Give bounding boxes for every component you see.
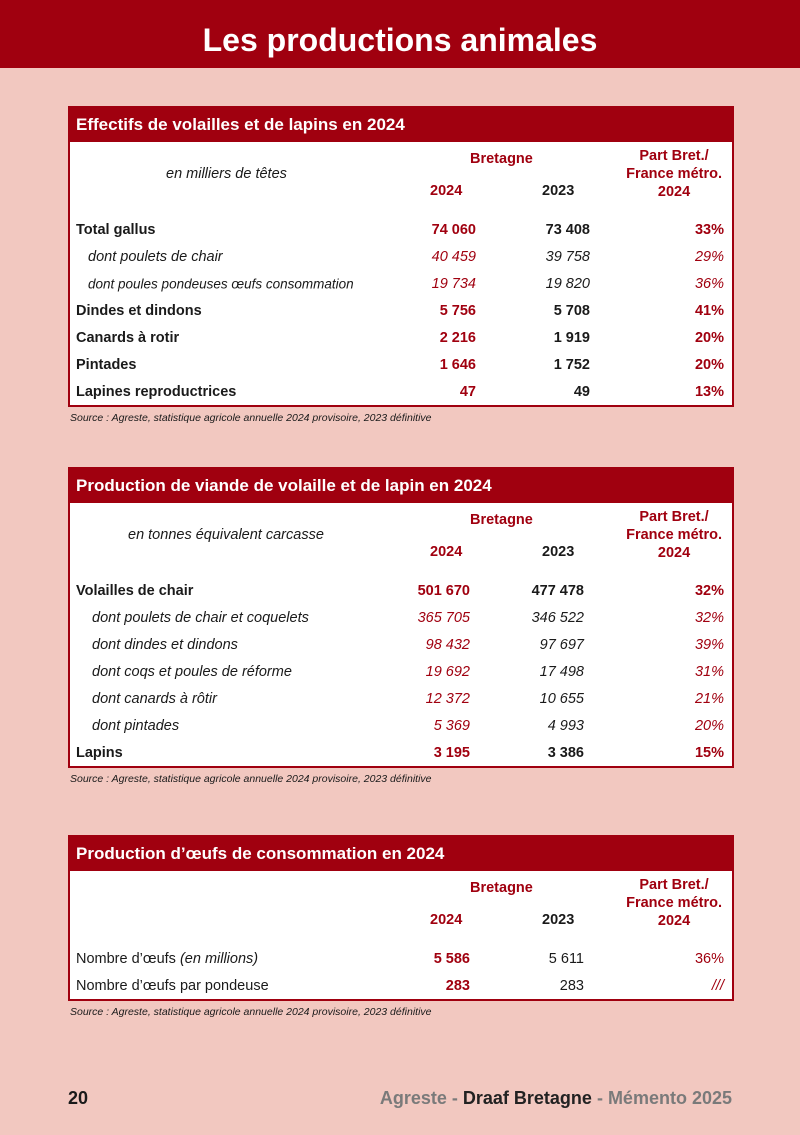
- share-header: [626, 508, 722, 562]
- value-2023: 3 386: [547, 744, 584, 761]
- share-header-line: France métro.: [626, 895, 722, 911]
- table-meat-production: [68, 467, 734, 785]
- share-value: 31%: [694, 663, 724, 680]
- share-value: 36%: [694, 275, 724, 292]
- table-title: Effectifs de volailles et de lapins en 2024: [70, 108, 732, 142]
- value-2023: 1 752: [553, 356, 590, 373]
- footer-memento: Mémento 2025: [607, 1088, 732, 1108]
- row-label: Nombre d’œufs par pondeuse: [76, 977, 269, 994]
- row-label: dont dindes et dindons: [92, 636, 238, 653]
- value-2024: 98 432: [425, 636, 470, 653]
- table-header: [70, 142, 732, 216]
- share-value: 21%: [694, 690, 724, 707]
- value-2024: 3 195: [433, 744, 470, 761]
- share-value: 41%: [694, 302, 724, 319]
- value-2023: 17 498: [539, 663, 584, 680]
- row-label: dont poulets de chair: [88, 248, 223, 265]
- share-header: [626, 876, 722, 930]
- row-label: dont canards à rôtir: [92, 690, 217, 707]
- value-2024: 501 670: [417, 582, 470, 599]
- year-2024-header: 2024: [430, 544, 463, 560]
- table-row: [70, 631, 732, 658]
- value-2024: 74 060: [431, 221, 476, 238]
- share-value: 36%: [694, 950, 724, 967]
- source-note: Source : Agreste, statistique agricole annuelle 2024 provisoire, 2023 définitive: [70, 412, 432, 424]
- value-2023: 39 758: [545, 248, 590, 265]
- footer-publication: [380, 1088, 732, 1109]
- share-value: 32%: [694, 582, 724, 599]
- share-value: 13%: [694, 383, 724, 400]
- value-2024: 2 216: [439, 329, 476, 346]
- value-2023: 4 993: [547, 717, 584, 734]
- share-value: 39%: [694, 636, 724, 653]
- share-value: 20%: [694, 717, 724, 734]
- value-2024: 19 692: [425, 663, 470, 680]
- row-label: Pintades: [76, 356, 137, 373]
- year-2023-header: 2023: [542, 183, 575, 199]
- value-2023: 5 611: [548, 950, 584, 967]
- share-value: 20%: [694, 329, 724, 346]
- share-header-line: 2024: [657, 913, 691, 929]
- row-label: dont poulets de chair et coquelets: [92, 609, 309, 626]
- row-label: Lapins: [76, 744, 123, 761]
- footer-separator: -: [446, 1088, 463, 1108]
- year-2024-header: 2024: [430, 912, 463, 928]
- row-label: Lapines reproductrices: [76, 383, 237, 400]
- table-row: [70, 972, 732, 999]
- table-header: [70, 871, 732, 945]
- share-value: 29%: [694, 248, 724, 265]
- table-row: [70, 270, 732, 297]
- share-header-line: Part Bret./: [639, 509, 709, 525]
- value-2024: 47: [459, 383, 476, 400]
- share-header-line: France métro.: [626, 527, 722, 543]
- row-label: Dindes et dindons: [76, 302, 202, 319]
- table-row: [70, 216, 732, 243]
- source-note: Source : Agreste, statistique agricole annuelle 2024 provisoire, 2023 définitive: [70, 1006, 432, 1018]
- table-row: [70, 577, 732, 604]
- value-2023: 477 478: [531, 582, 584, 599]
- page-number: 20: [68, 1088, 89, 1108]
- table-header: [70, 503, 732, 577]
- row-label-text: Nombre d’œufs: [76, 950, 180, 967]
- row-label: dont coqs et poules de réforme: [92, 663, 292, 680]
- value-2024: 12 372: [425, 690, 470, 707]
- table-row: [70, 297, 732, 324]
- table-row: [70, 712, 732, 739]
- page-title: Les productions animales: [0, 0, 800, 68]
- value-2023: 49: [573, 383, 590, 400]
- region-header: Bretagne: [470, 880, 533, 896]
- footer-agreste: Agreste: [379, 1088, 447, 1108]
- row-label: dont pintades: [92, 717, 180, 734]
- row-label: Volailles de chair: [76, 582, 194, 599]
- value-2024: 5 369: [433, 717, 470, 734]
- table-row: [70, 378, 732, 405]
- share-value: 33%: [694, 221, 724, 238]
- year-2023-header: 2023: [542, 544, 575, 560]
- value-2024: 1 646: [439, 356, 476, 373]
- table-row: [70, 658, 732, 685]
- value-2023: 1 919: [553, 329, 590, 346]
- year-2024-header: 2024: [430, 183, 463, 199]
- share-value: ///: [711, 977, 724, 994]
- table-row: [70, 604, 732, 631]
- table-row: [70, 739, 732, 766]
- value-2023: 19 820: [545, 275, 590, 292]
- source-note: Source : Agreste, statistique agricole annuelle 2024 provisoire, 2023 définitive: [70, 773, 432, 785]
- row-label: [76, 951, 258, 967]
- value-2023: 346 522: [531, 609, 584, 626]
- year-2023-header: 2023: [542, 912, 575, 928]
- share-header: [626, 147, 722, 201]
- table-row: [70, 324, 732, 351]
- share-header-line: 2024: [657, 184, 691, 200]
- table-row: [70, 945, 732, 972]
- row-label: Canards à rotir: [76, 329, 180, 346]
- table-row: [70, 351, 732, 378]
- unit-label: en tonnes équivalent carcasse: [128, 527, 324, 543]
- table-livestock-numbers: [68, 106, 734, 424]
- share-value: 32%: [694, 609, 724, 626]
- value-2023: 73 408: [545, 221, 590, 238]
- region-header: Bretagne: [470, 512, 533, 528]
- value-2024: 5 756: [439, 302, 476, 319]
- table-title: Production de viande de volaille et de lapin en 2024: [70, 469, 732, 503]
- share-header-line: Part Bret./: [639, 148, 709, 164]
- unit-label: en milliers de têtes: [166, 166, 287, 182]
- table-row: [70, 243, 732, 270]
- region-header: Bretagne: [470, 151, 533, 167]
- footer-draaf: Draaf Bretagne: [462, 1088, 592, 1108]
- share-header-line: Part Bret./: [639, 877, 709, 893]
- table-egg-production: [68, 835, 734, 1018]
- row-label: dont poules pondeuses œufs consommation: [88, 276, 354, 291]
- share-value: 15%: [694, 744, 724, 761]
- share-value: 20%: [694, 356, 724, 373]
- row-label: Total gallus: [76, 221, 156, 238]
- value-2024: 5 586: [433, 950, 470, 967]
- value-2023: 5 708: [553, 302, 590, 319]
- table-title: Production d’œufs de consommation en 2024: [70, 837, 732, 871]
- share-header-line: 2024: [657, 545, 691, 561]
- value-2023: 283: [559, 977, 584, 994]
- value-2023: 97 697: [539, 636, 584, 653]
- footer-separator: -: [591, 1088, 608, 1108]
- value-2023: 10 655: [539, 690, 584, 707]
- value-2024: 365 705: [417, 609, 470, 626]
- share-header-line: France métro.: [626, 166, 722, 182]
- table-row: [70, 685, 732, 712]
- value-2024: 40 459: [431, 248, 476, 265]
- value-2024: 283: [445, 977, 470, 994]
- row-label-note: (en millions): [179, 950, 259, 967]
- value-2024: 19 734: [431, 275, 476, 292]
